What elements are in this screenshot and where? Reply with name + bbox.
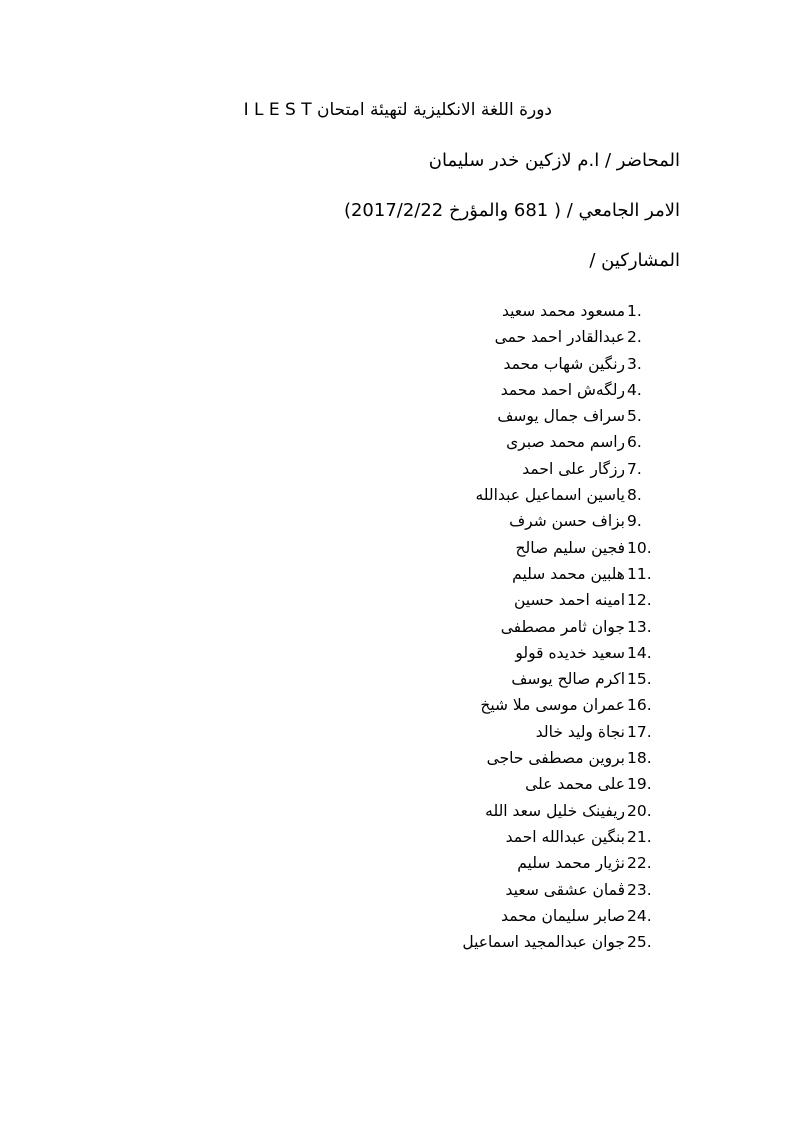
participant-name: جوان عبدالمجيد اسماعيل bbox=[462, 933, 625, 952]
participant-name: ياسين اسماعيل عبدالله bbox=[475, 486, 625, 505]
item-number: 10. bbox=[627, 538, 652, 557]
participant-name: صابر سليمان محمد bbox=[501, 906, 625, 925]
participant-name: فجين سليم صالح bbox=[515, 538, 625, 557]
list-item bbox=[462, 429, 655, 455]
participant-name: نجاة وليد خالد bbox=[535, 722, 625, 741]
list-item bbox=[462, 614, 655, 640]
item-number: 14. bbox=[627, 643, 652, 662]
participant-name: اكرم صالح يوسف bbox=[511, 670, 625, 689]
participant-name: عمران موسى ملا شيخ bbox=[480, 696, 625, 715]
item-number: 20. bbox=[627, 801, 652, 820]
participant-name: راسم محمد صبری bbox=[506, 433, 625, 452]
participant-name: نژيار محمد سليم bbox=[517, 854, 625, 873]
item-number: 1. bbox=[627, 302, 642, 320]
list-item bbox=[462, 351, 655, 377]
list-item bbox=[462, 929, 655, 955]
participant-name: عبدالقادر احمد حمى bbox=[494, 328, 625, 347]
item-number: 8. bbox=[627, 486, 642, 505]
participant-name: امينه احمد حسين bbox=[514, 591, 625, 610]
lecturer-line: المحاضر / ا.م لازكين خدر سليمان bbox=[428, 150, 680, 171]
participant-name: سراف جمال يوسف bbox=[497, 407, 625, 426]
list-item bbox=[462, 798, 655, 824]
participant-name: بزاف حسن شرف bbox=[509, 512, 625, 531]
item-number: 4. bbox=[627, 380, 642, 399]
list-item bbox=[462, 771, 655, 797]
item-number: 23. bbox=[627, 880, 652, 899]
participant-name: جوان ثامر مصطفى bbox=[500, 617, 625, 636]
document-title: دورة اللغة الانكليزية لتهيئة امتحان I L E S T bbox=[243, 100, 552, 120]
list-item bbox=[462, 666, 655, 692]
list-item bbox=[462, 587, 655, 613]
list-item bbox=[462, 324, 655, 350]
list-item bbox=[462, 561, 655, 587]
item-number: 16. bbox=[627, 696, 652, 715]
list-item bbox=[462, 903, 655, 929]
item-number: 7. bbox=[627, 459, 642, 478]
university-order-line: الامر الجامعي / ( 681 والمؤرخ 2017/2/22) bbox=[343, 200, 680, 221]
item-number: 3. bbox=[627, 354, 642, 373]
list-item bbox=[462, 719, 655, 745]
participants-heading: المشاركين / bbox=[589, 250, 680, 271]
participant-name: بروين مصطفى حاجى bbox=[486, 749, 625, 768]
list-item bbox=[462, 824, 655, 850]
item-number: 21. bbox=[627, 827, 652, 846]
list-item bbox=[462, 377, 655, 403]
participant-name: على محمد على bbox=[525, 775, 625, 794]
list-item bbox=[462, 456, 655, 482]
participant-name: ڤمان عشقى سعيد bbox=[505, 880, 625, 899]
list-item bbox=[462, 745, 655, 771]
list-item bbox=[462, 692, 655, 718]
participant-name: رزگار على احمد bbox=[522, 459, 625, 478]
participant-name: هلبين محمد سليم bbox=[512, 564, 625, 583]
participant-name: سعيد خديده قولو bbox=[515, 643, 625, 662]
item-number: 9. bbox=[627, 512, 642, 531]
list-item bbox=[462, 508, 655, 534]
participants-list bbox=[462, 298, 655, 955]
list-item bbox=[462, 850, 655, 876]
list-item bbox=[462, 535, 655, 561]
item-number: 19. bbox=[627, 775, 652, 794]
item-number: 25. bbox=[627, 933, 652, 952]
item-number: 15. bbox=[627, 670, 652, 689]
item-number: 24. bbox=[627, 906, 652, 925]
participant-name: ريفينک خليل سعد الله bbox=[485, 801, 625, 820]
list-item bbox=[462, 403, 655, 429]
participant-name: بنگين عبدالله احمد bbox=[505, 827, 625, 846]
item-number: 17. bbox=[627, 722, 652, 741]
list-item bbox=[462, 640, 655, 666]
item-number: 11. bbox=[627, 564, 652, 583]
item-number: 12. bbox=[627, 591, 652, 610]
participant-name: رنگين شهاب محمد bbox=[503, 354, 625, 373]
participant-name: مسعود محمد سعيد bbox=[501, 302, 625, 320]
item-number: 5. bbox=[627, 407, 642, 426]
item-number: 22. bbox=[627, 854, 652, 873]
participant-name: رلگەش احمد محمد bbox=[500, 380, 625, 399]
item-number: 13. bbox=[627, 617, 652, 636]
item-number: 18. bbox=[627, 749, 652, 768]
list-item bbox=[462, 482, 655, 508]
item-number: 6. bbox=[627, 433, 642, 452]
item-number: 2. bbox=[627, 328, 642, 347]
list-item bbox=[462, 877, 655, 903]
list-item bbox=[462, 298, 655, 324]
